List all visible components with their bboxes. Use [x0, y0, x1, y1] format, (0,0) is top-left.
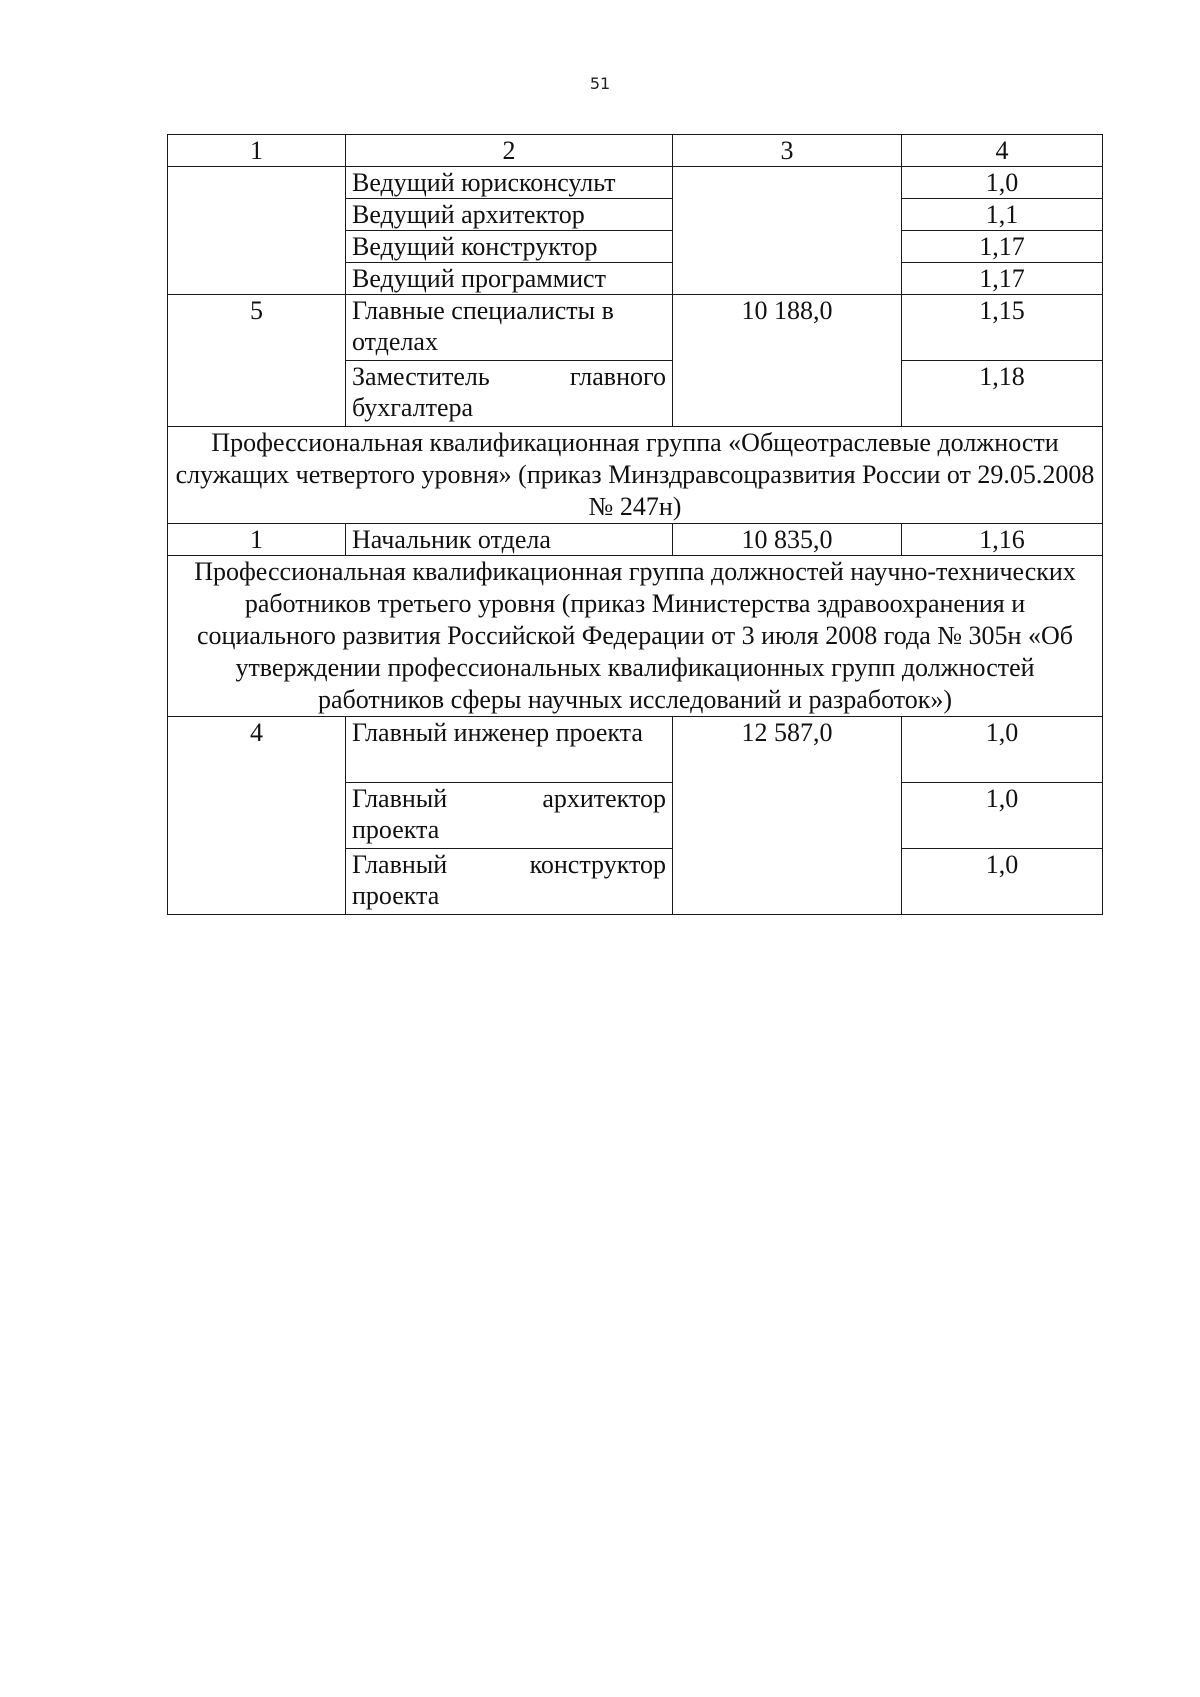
- salary-cell: 10 188,0: [673, 295, 902, 427]
- position-name: Главный архитектор проекта: [346, 783, 673, 849]
- position-name: Главный конструктор проекта: [346, 849, 673, 915]
- position-name: Заместитель главного бухгалтера: [346, 361, 673, 427]
- table-row: [168, 717, 1103, 783]
- salary-cell: [673, 167, 902, 295]
- position-name: Ведущий конструктор: [346, 231, 673, 263]
- coefficient-cell: 1,0: [902, 167, 1103, 199]
- header-cell: 4: [902, 135, 1103, 167]
- salary-table: [167, 134, 1103, 915]
- position-name: Начальник отдела: [346, 524, 673, 556]
- level-cell: 4: [168, 717, 346, 915]
- table-row: [168, 295, 1103, 361]
- header-cell: 2: [346, 135, 673, 167]
- coefficient-cell: 1,0: [902, 717, 1103, 783]
- level-cell: 5: [168, 295, 346, 427]
- header-cell: 3: [673, 135, 902, 167]
- coefficient-cell: 1,0: [902, 783, 1103, 849]
- group-heading: Профессиональная квалификационная группа должностей научно-технических работников третьего уровня (приказ Министерства здравоохранения и социального развития Российской Федерации от 3 июля 2008 года № 305н «Об утверждении профессиональных квалификационных групп должностей работников сферы научных исследований и разработок»): [168, 556, 1103, 717]
- group-heading-row: [168, 427, 1103, 524]
- position-name: Ведущий архитектор: [346, 199, 673, 231]
- group-heading-row: [168, 556, 1103, 717]
- coefficient-cell: 1,17: [902, 263, 1103, 295]
- coefficient-cell: 1,16: [902, 524, 1103, 556]
- table-header-row: [168, 135, 1103, 167]
- salary-cell: 12 587,0: [673, 717, 902, 915]
- salary-cell: 10 835,0: [673, 524, 902, 556]
- level-cell: 1: [168, 524, 346, 556]
- page-number: 51: [589, 74, 611, 93]
- position-name: Главные специалисты в отделах: [346, 295, 673, 361]
- coefficient-cell: 1,18: [902, 361, 1103, 427]
- table-row: [168, 167, 1103, 199]
- header-cell: 1: [168, 135, 346, 167]
- coefficient-cell: 1,0: [902, 849, 1103, 915]
- group-heading: Профессиональная квалификационная группа «Общеотраслевые должности служащих четвертого уровня» (приказ Минздравсоцразвития России от 29.05.2008 № 247н): [168, 427, 1103, 524]
- level-cell: [168, 167, 346, 295]
- position-name: Ведущий юрисконсульт: [346, 167, 673, 199]
- coefficient-cell: 1,17: [902, 231, 1103, 263]
- coefficient-cell: 1,15: [902, 295, 1103, 361]
- position-name: Ведущий программист: [346, 263, 673, 295]
- table-row: [168, 524, 1103, 556]
- position-name: Главный инженер проекта: [346, 717, 673, 783]
- coefficient-cell: 1,1: [902, 199, 1103, 231]
